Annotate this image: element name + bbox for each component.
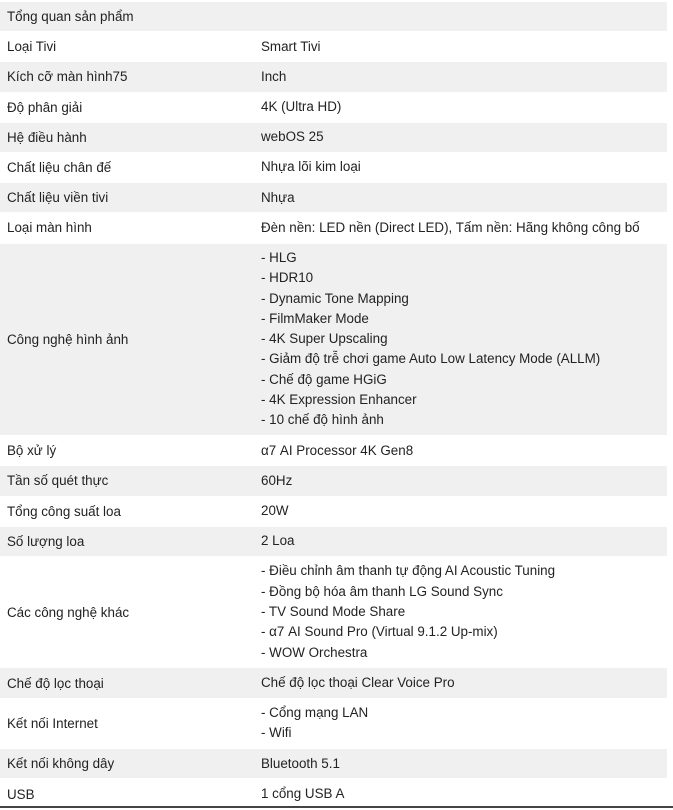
row-label: Số lượng loa	[7, 533, 85, 549]
row-value-line: - WOW Orchestra	[261, 644, 368, 660]
table-row	[0, 213, 667, 243]
row-label: Chất liệu chân đế	[7, 160, 112, 176]
table-row	[0, 497, 667, 527]
row-value: Đèn nền: LED nền (Direct LED), Tấm nền: Hãng không công bố	[261, 219, 640, 235]
row-value-line: - HDR10	[261, 270, 314, 286]
row-value: 1 cổng USB A	[261, 785, 345, 801]
row-label: Bộ xử lý	[7, 443, 57, 459]
spec-rows	[0, 32, 667, 809]
row-value: webOS 25	[261, 129, 324, 145]
spec-table	[0, 2, 667, 810]
row-value	[261, 561, 667, 662]
table-row	[0, 699, 667, 750]
row-value: Nhựa	[261, 189, 295, 205]
row-value: 60Hz	[261, 472, 293, 488]
table-header: Tổng quan sản phẩm	[7, 9, 134, 25]
table-row	[0, 244, 667, 437]
row-value: Smart Tivi	[261, 38, 321, 54]
row-value-line: - Wifi	[261, 725, 292, 741]
table-row	[0, 93, 667, 123]
row-label: Tần số quét thực	[7, 473, 109, 489]
row-value	[261, 248, 667, 431]
row-value: 4K (Ultra HD)	[261, 99, 342, 114]
row-value: Bluetooth 5.1	[261, 755, 340, 771]
row-value: Chế độ lọc thoại Clear Voice Pro	[261, 674, 455, 690]
table-row	[0, 527, 667, 557]
row-label: Loại Tivi	[7, 39, 57, 55]
row-label: Tổng công suất loa	[7, 503, 121, 519]
row-value: Nhựa lõi kim loại	[261, 159, 361, 175]
table-bottom-border	[0, 806, 673, 808]
row-label: Độ phân giải	[7, 99, 83, 115]
row-value-line: - Chế độ game HGiG	[261, 371, 387, 387]
row-label: Các công nghệ khác	[7, 604, 130, 620]
row-value	[261, 703, 667, 744]
row-label: Hệ điều hành	[7, 129, 87, 145]
row-label: Kết nối không dây	[7, 756, 115, 772]
table-row	[0, 62, 667, 92]
row-value: Inch	[261, 68, 287, 84]
row-label: Công nghệ hình ảnh	[7, 331, 129, 347]
row-value: α7 AI Processor 4K Gen8	[261, 442, 414, 458]
table-row	[0, 749, 667, 779]
row-value-line: - Điều chỉnh âm thanh tự động AI Acoustic Tuning	[261, 563, 556, 579]
table-header-row	[0, 2, 667, 32]
row-value-line: - 10 chế độ hình ảnh	[261, 412, 384, 428]
table-row	[0, 32, 667, 62]
row-label: Chất liệu viền tivi	[7, 190, 109, 206]
table-row	[0, 436, 667, 466]
row-value-line: - Giảm độ trễ chơi game Auto Low Latency Mode (ALLM)	[261, 351, 601, 367]
row-value-line: - TV Sound Mode Share	[261, 604, 406, 620]
row-value-line: - HLG	[261, 250, 297, 265]
row-label: Loại màn hình	[7, 220, 92, 236]
row-value-line: - α7 AI Sound Pro (Virtual 9.1.2 Up-mix)	[261, 624, 498, 640]
row-value-line: - 4K Expression Enhancer	[261, 392, 417, 408]
table-row	[0, 183, 667, 213]
table-row	[0, 123, 667, 153]
row-value: 2 Loa	[261, 533, 295, 549]
row-label: Kích cỡ màn hình75	[7, 69, 128, 85]
row-value-line: - Đồng bộ hóa âm thanh LG Sound Sync	[261, 583, 503, 599]
row-label: Chế độ lọc thoại	[7, 675, 104, 691]
table-row	[0, 668, 667, 698]
row-value-line: - Dynamic Tone Mapping	[261, 290, 409, 306]
row-value-line: - 4K Super Upscaling	[261, 331, 388, 347]
row-label: USB	[7, 786, 35, 802]
row-value: 20W	[261, 503, 289, 518]
table-row	[0, 153, 667, 183]
row-label: Kết nối Internet	[7, 715, 98, 731]
table-row	[0, 557, 667, 669]
row-value-line: - Cổng mạng LAN	[261, 705, 369, 721]
row-value-line: - FilmMaker Mode	[261, 310, 369, 326]
table-row	[0, 466, 667, 496]
